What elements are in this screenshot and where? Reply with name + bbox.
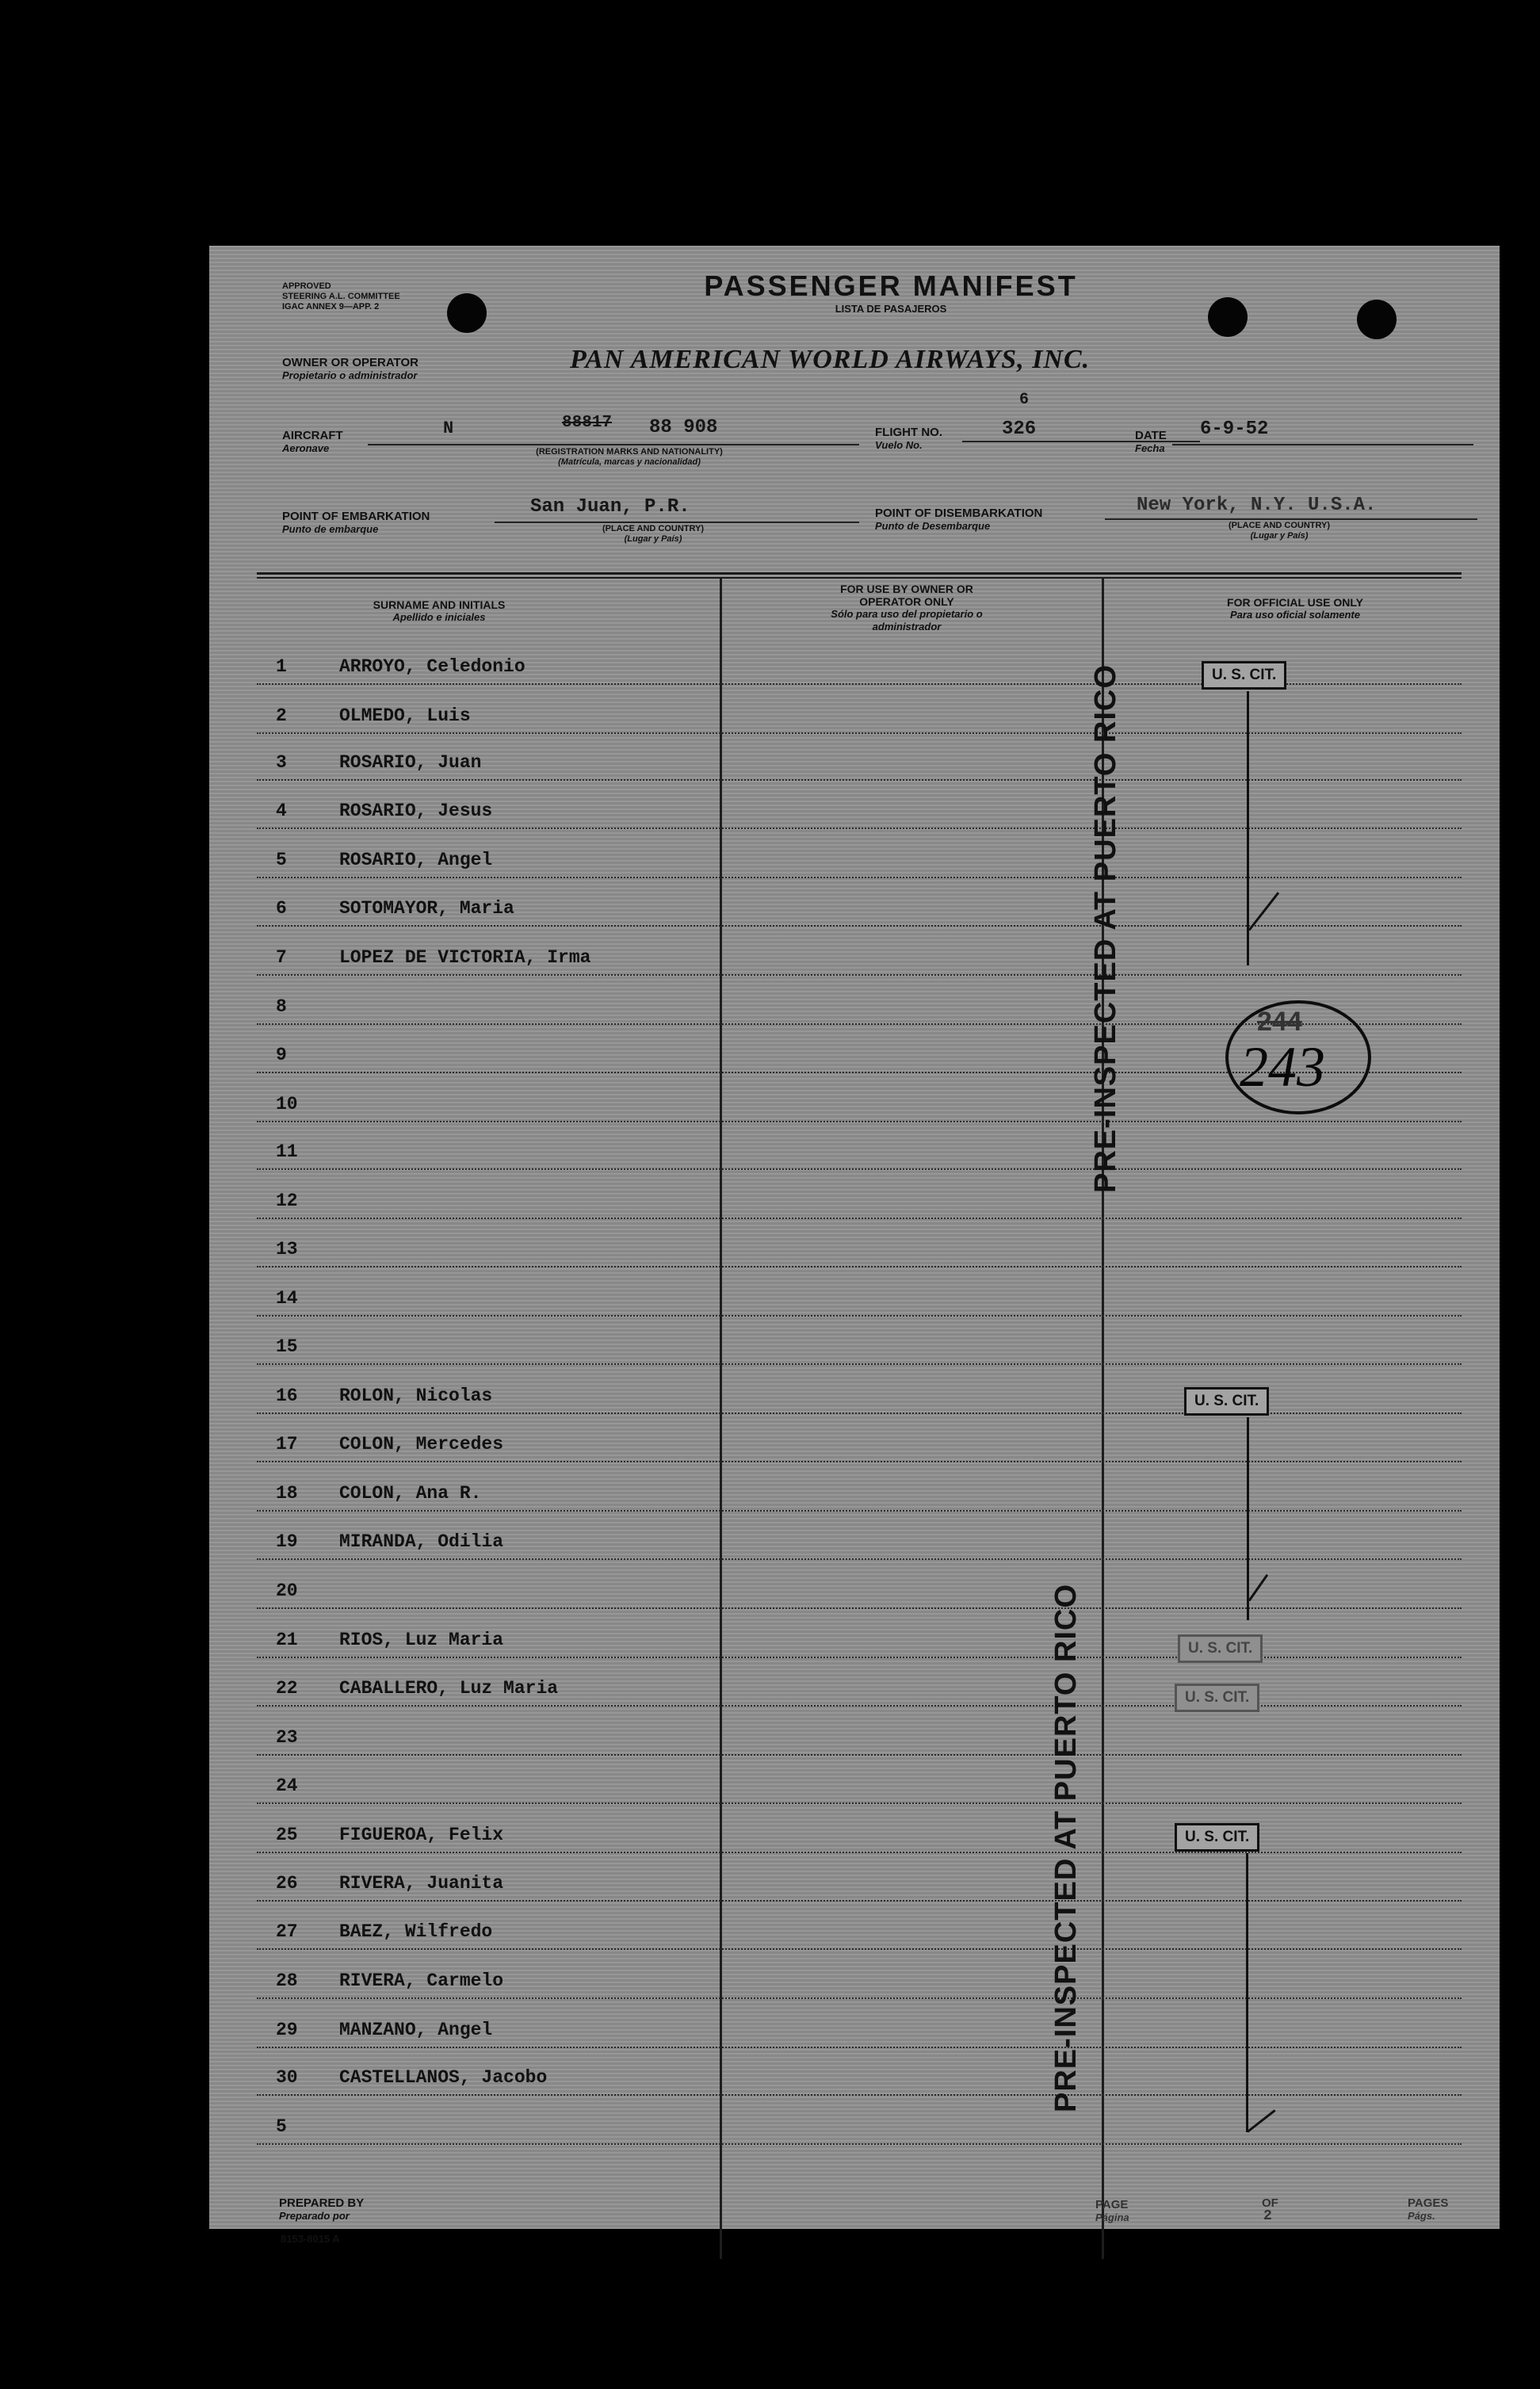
row-line xyxy=(257,925,1462,927)
preinspected-stamp: PRE-INSPECTED AT PUERTO RICO xyxy=(1049,1583,1083,2112)
row-number: 9 xyxy=(276,1045,287,1065)
row-number: 12 xyxy=(276,1191,298,1211)
embarkation-label-text: POINT OF EMBARKATION xyxy=(282,510,430,523)
passenger-name: FIGUEROA, Felix xyxy=(339,1825,504,1845)
owner-label xyxy=(282,357,418,382)
pages-label xyxy=(1408,2197,1448,2223)
date-label-es: Fecha xyxy=(1135,442,1165,454)
row-number: 23 xyxy=(276,1727,298,1748)
pages-label-es: Págs. xyxy=(1408,2210,1435,2222)
row-number: 2 xyxy=(276,705,287,726)
aircraft-struck: 88817 xyxy=(562,414,613,432)
passenger-name: SOTOMAYOR, Maria xyxy=(339,898,514,919)
row-number: 30 xyxy=(276,2067,298,2088)
row-number: 20 xyxy=(276,1581,298,1601)
embarkation-note xyxy=(574,524,732,545)
page-label xyxy=(1095,2199,1129,2224)
row-line xyxy=(257,1121,1462,1122)
disembarkation-value: New York, N.Y. U.S.A. xyxy=(1137,495,1377,516)
prepared-by-label xyxy=(279,2197,364,2223)
header-rule-double xyxy=(257,577,1462,579)
owner-label-es: Propietario o administrador xyxy=(282,369,418,381)
row-line xyxy=(257,2143,1462,2145)
passenger-name: OLMEDO, Luis xyxy=(339,705,471,726)
aircraft-note xyxy=(487,447,772,468)
owner-label-text: OWNER OR OPERATOR xyxy=(282,356,418,369)
embarkation-label-es: Punto de embarque xyxy=(282,523,379,535)
row-number: 22 xyxy=(276,1678,298,1699)
punch-hole xyxy=(1208,297,1248,337)
title-text: PASSENGER MANIFEST xyxy=(704,269,1078,302)
form-code: 8153-8015 A xyxy=(281,2233,340,2245)
disembarkation-label-es: Punto de Desembarque xyxy=(875,520,991,532)
passenger-name: CABALLERO, Luz Maria xyxy=(339,1678,559,1699)
row-line xyxy=(257,2094,1462,2096)
row-line xyxy=(257,1558,1462,1560)
disembarkation-note-text: (PLACE AND COUNTRY) xyxy=(1228,521,1331,530)
row-number: 27 xyxy=(276,1921,298,1942)
row-line xyxy=(257,1217,1462,1219)
row-number: 16 xyxy=(276,1386,298,1406)
page-label-es: Página xyxy=(1095,2211,1129,2223)
row-number: 11 xyxy=(276,1141,298,1162)
flight-label-es: Vuelo No. xyxy=(875,439,923,451)
date-value: 6-9-52 xyxy=(1200,419,1269,440)
row-line xyxy=(257,1363,1462,1365)
embarkation-note-text: (PLACE AND COUNTRY) xyxy=(602,524,705,533)
passenger-count: 243 xyxy=(1240,1035,1325,1099)
row-line xyxy=(257,1997,1462,1999)
row-line xyxy=(257,1900,1462,1902)
embarkation-note-es: (Lugar y País) xyxy=(624,534,682,544)
us-citizen-stamp: U. S. CIT. xyxy=(1178,1634,1263,1663)
row-line xyxy=(257,828,1462,829)
passenger-name: RIOS, Luz Maria xyxy=(339,1630,504,1650)
official-header-text: FOR OFFICIAL USE ONLY xyxy=(1227,596,1363,609)
punch-hole xyxy=(447,293,487,333)
row-number: 5 xyxy=(276,850,287,870)
row-line xyxy=(257,2047,1462,2048)
prepared-by-es: Preparado por xyxy=(279,2210,350,2222)
surname-header-es: Apellido e iniciales xyxy=(392,611,486,623)
disembarkation-underline xyxy=(1105,518,1477,520)
page-title xyxy=(653,269,1129,315)
passenger-name: COLON, Ana R. xyxy=(339,1483,482,1504)
row-line xyxy=(257,1607,1462,1609)
row-line xyxy=(257,732,1462,734)
passenger-name: LOPEZ DE VICTORIA, Irma xyxy=(339,947,591,968)
date-label xyxy=(1135,430,1167,455)
row-number: 15 xyxy=(276,1336,298,1357)
row-line xyxy=(257,1852,1462,1853)
pages-label-text: PAGES xyxy=(1408,2196,1449,2210)
row-line xyxy=(257,779,1462,781)
row-number: 21 xyxy=(276,1630,298,1650)
row-number: 7 xyxy=(276,947,287,968)
disembarkation-label xyxy=(875,507,1042,533)
bracket-line xyxy=(1247,691,1249,965)
disembarkation-note xyxy=(1200,521,1358,541)
row-line xyxy=(257,1948,1462,1950)
row-number: 26 xyxy=(276,1873,298,1894)
us-citizen-stamp: U. S. CIT. xyxy=(1202,661,1286,690)
row-number: 29 xyxy=(276,2020,298,2040)
column-header-surname xyxy=(320,598,558,624)
passenger-name: RIVERA, Carmelo xyxy=(339,1970,504,1991)
row-number: 10 xyxy=(276,1094,298,1114)
passenger-name: ROSARIO, Jesus xyxy=(339,801,493,821)
row-number: 28 xyxy=(276,1970,298,1991)
row-line xyxy=(257,1266,1462,1267)
preinspected-stamp: PRE-INSPECTED AT PUERTO RICO xyxy=(1089,663,1122,1193)
approval-line: STEERING A.L. COMMITTEE xyxy=(282,292,400,301)
subtitle-text: LISTA DE PASAJEROS xyxy=(835,303,947,315)
aircraft-value: 88 908 xyxy=(649,417,718,438)
aircraft-underline xyxy=(368,444,859,445)
us-citizen-stamp: U. S. CIT. xyxy=(1175,1823,1259,1852)
us-citizen-stamp: U. S. CIT. xyxy=(1175,1684,1259,1712)
check-mark xyxy=(1247,2109,1276,2132)
us-citizen-stamp: U. S. CIT. xyxy=(1184,1387,1269,1416)
disembarkation-label-text: POINT OF DISEMBARKATION xyxy=(875,506,1043,520)
flight-superscript: 6 xyxy=(1019,391,1030,409)
passenger-name: MIRANDA, Odilia xyxy=(339,1531,504,1552)
row-number: 25 xyxy=(276,1825,298,1845)
passenger-name: ROLON, Nicolas xyxy=(339,1386,493,1406)
passenger-name: ROSARIO, Angel xyxy=(339,850,493,870)
bracket-line xyxy=(1246,1853,1248,2132)
owner-use-header-text: FOR USE BY OWNER OR OPERATOR ONLY xyxy=(840,583,973,608)
row-number: 19 xyxy=(276,1531,298,1552)
flight-value: 326 xyxy=(1002,419,1037,440)
passenger-name: COLON, Mercedes xyxy=(339,1434,504,1454)
row-line xyxy=(257,1802,1462,1804)
row-line xyxy=(257,1412,1462,1414)
date-label-text: DATE xyxy=(1135,429,1167,442)
approval-line: IGAC ANNEX 9—APP. 2 xyxy=(282,302,380,312)
column-divider xyxy=(720,579,722,2259)
row-line xyxy=(257,1705,1462,1707)
passenger-name: RIVERA, Juanita xyxy=(339,1873,504,1894)
owner-value: PAN AMERICAN WORLD AIRWAYS, INC. xyxy=(570,345,1091,374)
row-number: 4 xyxy=(276,801,287,821)
row-line xyxy=(257,1754,1462,1756)
flight-label xyxy=(875,426,942,452)
row-number: 5 xyxy=(276,2116,287,2137)
approval-block xyxy=(282,281,441,312)
row-line xyxy=(257,877,1462,878)
aircraft-prefix: N xyxy=(443,419,454,438)
aircraft-note-text: (REGISTRATION MARKS AND NATIONALITY) xyxy=(536,447,723,457)
row-number: 6 xyxy=(276,898,287,919)
aircraft-label xyxy=(282,430,343,455)
row-line xyxy=(257,974,1462,976)
aircraft-note-es: (Matrícula, marcas y nacionalidad) xyxy=(558,457,701,467)
row-line xyxy=(257,1168,1462,1170)
check-mark xyxy=(1248,1574,1268,1601)
surname-header-text: SURNAME AND INITIALS xyxy=(373,598,506,611)
row-number: 3 xyxy=(276,752,287,773)
header-rule xyxy=(257,572,1462,575)
passenger-name: ARROYO, Celedonio xyxy=(339,656,525,677)
passenger-name: CASTELLANOS, Jacobo xyxy=(339,2067,548,2088)
row-number: 24 xyxy=(276,1776,298,1796)
passenger-name: ROSARIO, Juan xyxy=(339,752,482,773)
row-number: 14 xyxy=(276,1288,298,1309)
of-label: OF xyxy=(1262,2196,1278,2210)
row-line xyxy=(257,1461,1462,1462)
embarkation-underline xyxy=(495,522,859,523)
row-number: 8 xyxy=(276,996,287,1017)
aircraft-label-es: Aeronave xyxy=(282,442,330,454)
approval-line: APPROVED xyxy=(282,281,331,291)
disembarkation-note-es: (Lugar y País) xyxy=(1250,531,1309,541)
row-line xyxy=(257,1315,1462,1317)
passenger-name: MANZANO, Angel xyxy=(339,2020,493,2040)
owner-use-header-es: Sólo para uso del propietario o administrador xyxy=(831,608,983,633)
official-header-es: Para uso oficial solamente xyxy=(1229,609,1360,621)
manifest-sheet xyxy=(209,246,1500,2245)
page-label-text: PAGE xyxy=(1095,2198,1129,2211)
bracket-line xyxy=(1247,1417,1249,1620)
passenger-count-struck: 244 xyxy=(1257,1007,1302,1037)
prepared-by-text: PREPARED BY xyxy=(279,2196,365,2210)
passenger-name: BAEZ, Wilfredo xyxy=(339,1921,493,1942)
row-line xyxy=(257,1657,1462,1658)
column-header-official xyxy=(1176,596,1414,621)
date-underline xyxy=(1172,444,1473,445)
flight-label-text: FLIGHT NO. xyxy=(875,426,942,439)
column-header-owner-use xyxy=(812,583,1002,633)
of-value: 2 xyxy=(1263,2208,1272,2224)
embarkation-label xyxy=(282,510,430,536)
aircraft-label-text: AIRCRAFT xyxy=(282,429,343,442)
row-line xyxy=(257,1510,1462,1512)
row-number: 17 xyxy=(276,1434,298,1454)
embarkation-value: San Juan, P.R. xyxy=(530,496,690,518)
row-number: 1 xyxy=(276,656,287,677)
row-number: 13 xyxy=(276,1239,298,1259)
punch-hole xyxy=(1357,300,1397,339)
row-number: 18 xyxy=(276,1483,298,1504)
